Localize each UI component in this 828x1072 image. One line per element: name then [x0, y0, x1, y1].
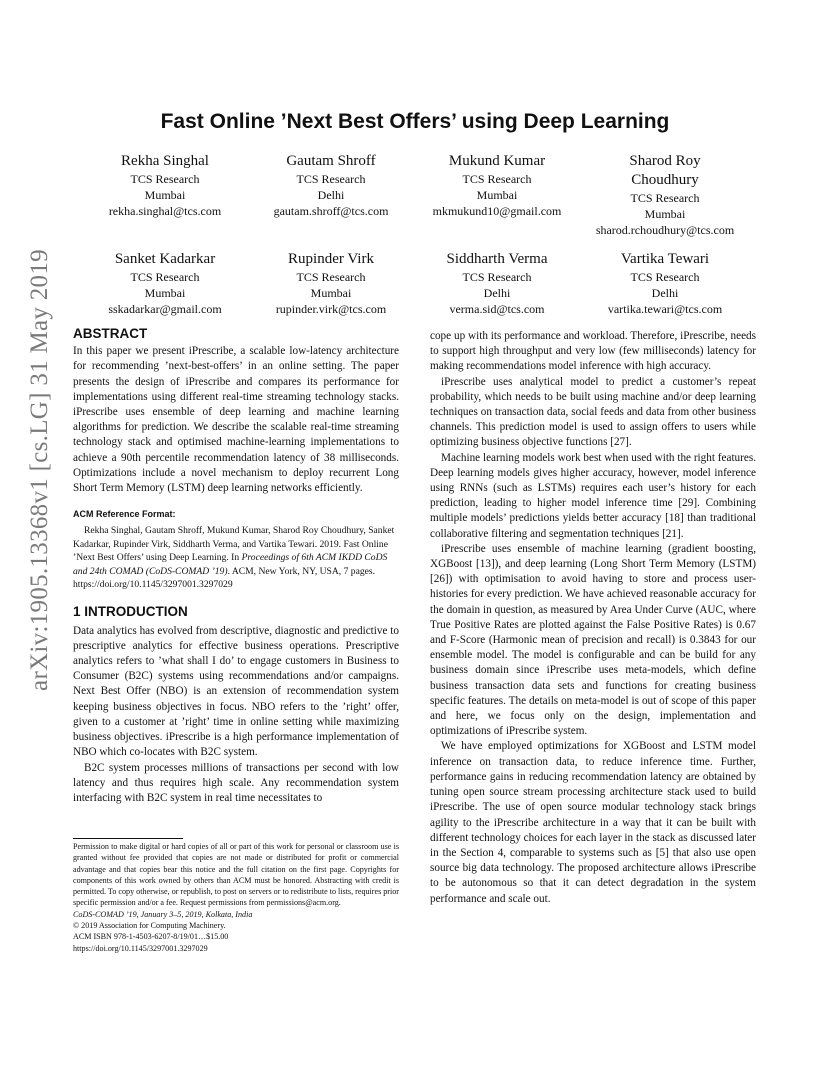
- abstract-text: In this paper we present iPrescribe, a scalable low-latency architecture for recommending ’next-best-offers’ in an online setting. The paper presents the design of iPrescribe and compares its performance for implementations using different real-time streaming technology stacks. iPrescribe uses ensemble of deep learning and machine learning algorithms for prediction. We describe the scalable real-time streaming technology stack and optimised machine-learning implementations to achieve a 90th percentile recommendation latency of 38 milliseconds. Optimizations include a novel mechanism to deploy recurrent Long Short Term Memory (LSTM) deep learning networks efficiently.: [73, 345, 399, 495]
- footnote-rule: [73, 838, 183, 839]
- acm-reference-tail: . ACM, New York, NY, USA, 7 pages. https://doi.org/10.1145/3297001.3297029: [73, 565, 376, 591]
- intro-paragraph-1: Data analytics has evolved from descriptive, diagnostic and predictive to prescriptive analytics for effective business operations. Prescriptive analytics refers to ’what shall I do’ to engage customers in Business to Consumer (B2C) systems using recommendations and/or campaigns. Next Best Offer (NBO) is an extension of recommendation system keeping business objectives in focus. NBO refers to the ’right’ offer, given to a customer at ’right’ time in online setting while maximizing business objectives. iPrescribe is a high performance implementation of NBO which co-locates with B2C system.: [73, 624, 399, 759]
- author-block: [241, 250, 421, 317]
- copyright-footnote: [73, 841, 399, 954]
- arxiv-sidebar: [0, 0, 70, 1072]
- author-block: [407, 250, 587, 317]
- right-paragraph-4: We have employed optimizations for XGBoost and LSTM model inference on transaction data, to reduce inference time. Further, performance gains in reducing recommendation latency are obtained by tuning open source stream processing architecture stack used to build iPrescribe. The use of open source modular technology stack brings agility to the iPrescribe architecture in a way that it can be built with different technology choices for each layer in the stack as discussed later in the Section 4, comparable to systems such as [5] that also use open source big data technology. The proposed architecture allows iPrescribe to be autonomous so that it can detect degradation in the system performance and scale out.: [430, 740, 756, 905]
- author-city: Delhi: [483, 286, 511, 300]
- author-org: TCS Research: [462, 270, 532, 284]
- author-email: rekha.singhal@tcs.com: [108, 204, 222, 218]
- author-name: Rekha Singhal: [121, 153, 209, 169]
- arxiv-identifier: arXiv:1905.13368v1 [cs.LG] 31 May 2019: [26, 249, 53, 691]
- author-email: sskadarkar@gmail.com: [108, 302, 222, 316]
- right-paragraph-3: iPrescribe uses ensemble of machine learning (gradient boosting, XGBoost [13]), and deep learning (Long Short Term Memory (LSTM) [26]) with optimisation to avoid having to store and process user-histories for every prediction. We have achieved reasonable accuracy for the domain in question, as measured by Area Under Curve (AUC, where True Positive Rates are plotted against the False Positive Rates) is 0.67 and F-Score (Harmonic mean of precision and recall) is 0.3843 for our ensemble model. The model is configurable and can be build for any business domain since iPrescribe uses meta-models, which define business transaction data sets and functions for creating business specific features. The details on meta-model is out of scope of this paper and here, we focus only on the design, implementation and optimizations of iPrescribe system.: [430, 542, 756, 738]
- author-name-line2: Choudhury: [631, 172, 699, 188]
- acm-reference-heading: ACM Reference Format:: [73, 509, 176, 520]
- author-name: Gautam Shroff: [286, 153, 376, 169]
- author-name: Vartika Tewari: [620, 251, 710, 267]
- abstract-heading: ABSTRACT: [73, 326, 148, 341]
- author-email: sharod.rchoudhury@tcs.com: [595, 223, 735, 237]
- author-block: [575, 152, 755, 238]
- author-city: Mumbai: [144, 286, 186, 300]
- author-org: TCS Research: [630, 270, 700, 284]
- author-block: [75, 250, 255, 317]
- author-city: Mumbai: [644, 207, 686, 221]
- author-org: TCS Research: [462, 172, 532, 186]
- author-name: Siddharth Verma: [446, 251, 548, 267]
- author-city: Delhi: [317, 188, 345, 202]
- author-city: Delhi: [651, 286, 679, 300]
- author-city: Mumbai: [310, 286, 352, 300]
- author-block: [407, 152, 587, 219]
- author-city: Mumbai: [144, 188, 186, 202]
- author-block: [241, 152, 421, 219]
- author-org: TCS Research: [296, 270, 366, 284]
- author-name: Mukund Kumar: [448, 153, 546, 169]
- right-paragraph-0: cope up with its performance and workload. Therefore, iPrescribe, needs to support high throughput and very low (few milliseconds) latency for making recommendations model inference with high accuracy.: [430, 330, 756, 373]
- author-email: verma.sid@tcs.com: [449, 302, 545, 316]
- author-email: vartika.tewari@tcs.com: [607, 302, 723, 316]
- acm-reference-venue: Proceedings of 6th ACM IKDD CoDS and 24th COMAD (CoDS-COMAD ’19): [73, 552, 388, 577]
- doi-line: https://doi.org/10.1145/3297001.3297029: [73, 943, 208, 953]
- introduction-heading: 1 INTRODUCTION: [73, 604, 188, 620]
- author-email: gautam.shroff@tcs.com: [273, 204, 389, 218]
- conference-line: CoDS-COMAD ’19, January 3–5, 2019, Kolkata, India: [73, 909, 253, 919]
- author-block: [75, 152, 255, 219]
- acm-reference-text: [73, 524, 399, 591]
- copyright-line: © 2019 Association for Computing Machinery.: [73, 921, 226, 931]
- left-column: [73, 326, 399, 806]
- author-block: [575, 250, 755, 317]
- intro-paragraph-2: B2C system processes millions of transactions per second with low latency and thus requires high scale. Any recommendation system interfacing with B2C system in real time necessitates to: [73, 761, 399, 804]
- author-name: Rupinder Virk: [288, 251, 374, 267]
- isbn-line: ACM ISBN 978-1-4503-6207-8/19/01…$15.00: [73, 932, 229, 942]
- right-paragraph-1: iPrescribe uses analytical model to predict a customer’s repeat probability, which needs to be built using machine and/or deep learning techniques on transaction data, social feeds and data from other business channels. This prediction model is used to assign offers to users while optimizing business objective functions [27].: [430, 375, 756, 449]
- author-name: Sanket Kadarkar: [114, 251, 216, 267]
- paper-title: Fast Online ’Next Best Offers’ using Deep Learning: [160, 110, 670, 133]
- acm-reference-authors: Rekha Singhal, Gautam Shroff, Mukund Kumar, Sharod Roy Choudhury, Sanket Kadarkar, Rupinder Virk, Siddharth Verma, and Vartika Tewari. 2019. Fast Online ’Next Best Offers’ using Deep Learning. In: [73, 525, 395, 564]
- author-city: Mumbai: [476, 188, 518, 202]
- author-org: TCS Research: [130, 270, 200, 284]
- author-name: Sharod Roy: [629, 153, 701, 169]
- right-paragraph-2: Machine learning models work best when used with the right features. Deep learning models gives higher accuracy, however, model inference using RNNs (such as LSTMs) requires each user’s history for each prediction, leading to higher model inference time [29]. Combining multiple models’ predictions yields better accuracy [18] than traditional collaborative filtering and segmentation techniques [21].: [430, 451, 756, 540]
- author-email: mkmukund10@gmail.com: [432, 204, 562, 218]
- right-column: [430, 329, 756, 907]
- author-org: TCS Research: [630, 191, 700, 205]
- author-email: rupinder.virk@tcs.com: [275, 302, 387, 316]
- author-org: TCS Research: [296, 172, 366, 186]
- permission-notice: Permission to make digital or hard copies of all or part of this work for personal or classroom use is granted without fee provided that copies are not made or distributed for profit or commercial advantage and that copies bear this notice and the full citation on the first page. Copyrights for components of this work owned by others than ACM must be honored. Abstracting with credit is permitted. To copy otherwise, or republish, to post on servers or to redistribute to lists, requires prior specific permission and/or a fee. Request permissions from permissions@acm.org.: [73, 842, 399, 908]
- author-org: TCS Research: [130, 172, 200, 186]
